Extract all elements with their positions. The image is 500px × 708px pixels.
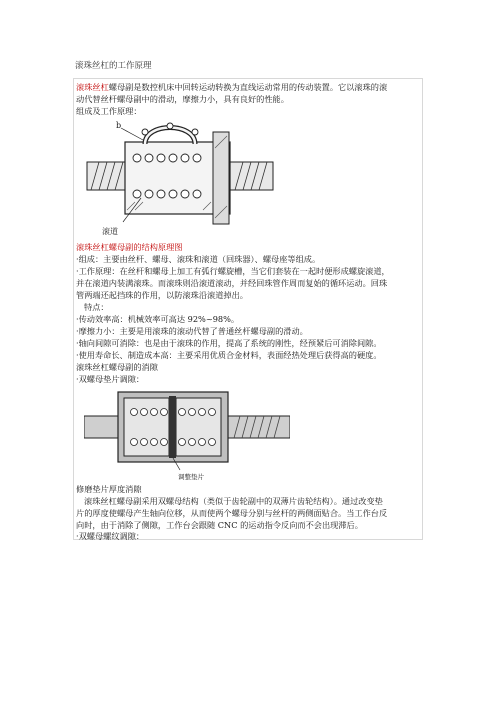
principle-line-1: ·工作原理：在丝杆和螺母上加工有弧行螺旋槽，当它们套装在一起时便形成螺旋滚道， — [76, 266, 390, 276]
figure2-caption: 修磨垫片厚度消隙 — [76, 484, 142, 494]
shim-text-line-2: 片的厚度使螺母产生轴向位移，从而使两个螺母分别与丝杆的两侧面贴合。当工作台反 — [76, 508, 388, 518]
figure2-label-shim: 调整垫片 — [178, 473, 204, 481]
feature-lifetime: ·使用寿命长、制造成本高：主要采用优质合金材料，表面经热处理后获得高的硬度。 — [76, 350, 382, 360]
shim-text-line-3: 向时，由于消除了侧隙，工作台会跟随 CNC 的运动指令反向而不会出现滞后。 — [76, 520, 363, 530]
intro-line-1 — [76, 82, 387, 93]
page-title: 滚珠丝杠的工作原理 — [75, 61, 152, 71]
principle-line-2: 并在滚道内装满滚珠。而滚珠则沿滚道滚动，并经回珠管作周而复始的循环运动。回珠 — [76, 278, 388, 288]
composition-text: ·组成：主要由丝杆、螺母、滚珠和滚道（回珠器）、螺母座等组成。 — [76, 254, 321, 264]
principle-line-3: 管两端还起挡珠的作用，以防滚珠沿滚道掉出。 — [76, 290, 248, 300]
intro-line-2: 动代替丝杆螺母副中的滑动，摩擦力小，具有良好的性能。 — [76, 94, 289, 104]
backlash-heading: 滚珠丝杠螺母副的消隙 — [76, 362, 158, 372]
feature-efficiency: ·传动效率高：机械效率可高达 92%~98%。 — [76, 314, 240, 324]
intro-highlight: 滚珠丝杠 — [76, 82, 109, 92]
figure1-label-b: b — [116, 121, 122, 130]
figure1-label-track: 滚道 — [102, 227, 118, 236]
features-heading: 特点： — [84, 302, 109, 312]
feature-friction: ·摩擦力小：主要是用滚珠的滚动代替了普通丝杆螺母副的滑动。 — [76, 326, 308, 336]
ballscrew-structure-figure — [85, 118, 275, 240]
double-nut-shim-heading: ·双螺母垫片调隙： — [76, 374, 145, 384]
feature-backlash: ·轴向间隙可消除：也是由于滚珠的作用，提高了系统的刚性，经预紧后可消除间隙。 — [76, 338, 382, 348]
intro-line-1-rest: 螺母副是数控机床中回转运动转换为直线运动常用的传动装置。它以滚珠的滚 — [108, 82, 388, 92]
figure1-caption: 滚珠丝杠螺母副的结构原理图 — [76, 242, 183, 252]
shim-text-line-1: 滚珠丝杠螺母副采用双螺母结构（类似于齿轮副中的双薄片齿轮结构）。通过改变垫 — [84, 496, 383, 506]
double-nut-thread-heading: ·双螺母螺纹调隙： — [76, 531, 145, 541]
double-nut-shim-figure — [84, 386, 290, 480]
intro-line-3: 组成及工作原理： — [76, 106, 142, 116]
